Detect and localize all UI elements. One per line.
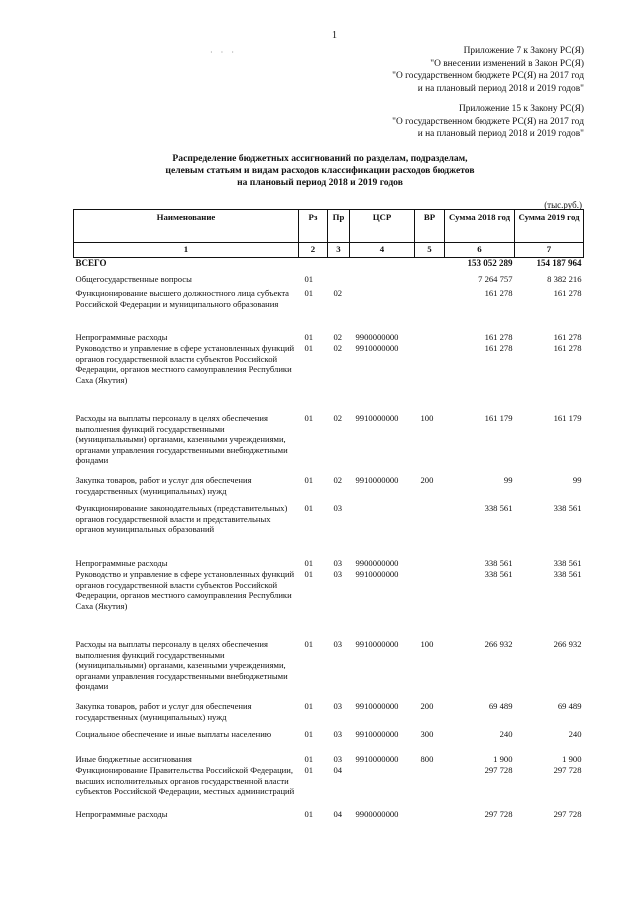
row-rz: 01	[304, 569, 314, 579]
row-pr: 03	[333, 729, 343, 739]
row-name: Функционирование Правительства Российской Федерации, высших исполнительных органов государственной власти субъектов Российской Федерации, местных администраций	[75, 765, 295, 797]
row-pr: 02	[333, 475, 343, 485]
column-number: 6	[445, 243, 515, 258]
row-sum-2019: 8 382 216	[547, 274, 582, 284]
row-name: Общегосударственные вопросы	[75, 274, 192, 284]
header-sum-2018: Сумма 2018 год	[445, 210, 515, 243]
row-sum-2018: 7 264 757	[478, 274, 513, 284]
row-csr: 9910000000	[355, 569, 399, 579]
row-sum-2019: 297 728	[553, 809, 582, 819]
row-sum-2019: 266 932	[553, 639, 582, 649]
row-sum-2019: 69 489	[557, 701, 582, 711]
row-csr	[350, 288, 415, 332]
row-pr	[328, 274, 350, 288]
row-sum-2018: 69 489	[488, 701, 513, 711]
row-pr: 03	[333, 569, 343, 579]
row-sum-2019: 154 187 964	[536, 258, 582, 268]
row-sum-2018: 297 728	[484, 765, 513, 775]
header-rz: Рз	[299, 210, 328, 243]
budget-table	[73, 209, 584, 823]
appendix-15-line: и на плановый период 2018 и 2019 годов"	[417, 129, 584, 140]
row-rz: 01	[304, 809, 314, 819]
row-rz: 01	[304, 754, 314, 764]
row-sum-2018: 161 278	[484, 332, 513, 342]
row-pr: 02	[333, 343, 343, 353]
column-number-row	[74, 243, 584, 258]
header-pr: Пр	[328, 210, 350, 243]
row-pr: 03	[333, 503, 343, 513]
row-pr: 03	[333, 639, 343, 649]
table-row	[74, 332, 584, 343]
row-name: Руководство и управление в сфере установленных функций органов государственной власти субъектов Российской Федерации, органов местного самоуправления Республики Саха (Якутия)	[75, 569, 295, 611]
row-csr: 9910000000	[355, 754, 399, 764]
row-vr: 300	[420, 729, 434, 739]
row-csr	[350, 274, 415, 288]
stamp-marks: · · ·	[210, 48, 237, 57]
table-row	[74, 274, 584, 288]
appendix-7-line: и на плановый период 2018 и 2019 годов"	[417, 83, 584, 94]
appendix-7-line: "О государственном бюджете РС(Я) на 2017 год	[392, 71, 584, 82]
row-csr: 9900000000	[355, 332, 399, 342]
row-vr	[415, 558, 445, 569]
row-name: Расходы на выплаты персоналу в целях обеспечения выполнения функций государственными (муниципальными) органами, казенными учреждениями, органами управления государственными внебюджетными фондами	[75, 639, 288, 692]
row-name: Непрограммные расходы	[75, 809, 168, 819]
row-pr: 02	[333, 413, 343, 423]
row-vr	[415, 343, 445, 413]
row-vr	[415, 332, 445, 343]
row-csr: 9910000000	[355, 413, 399, 423]
column-number: 4	[350, 243, 415, 258]
row-csr	[350, 258, 415, 275]
document-title-line: Распределение бюджетных ассигнований по разделам, подразделам,	[172, 153, 468, 164]
row-name: Социальное обеспечение и иные выплаты населению	[75, 729, 272, 739]
row-vr: 100	[420, 413, 434, 423]
column-number: 5	[415, 243, 445, 258]
row-name: Расходы на выплаты персоналу в целях обеспечения выполнения функций государственными (муниципальными) органами, казенными учреждениями, органами управления государственными внебюджетными фондами	[75, 413, 288, 466]
table-row	[74, 413, 584, 475]
table-row	[74, 475, 584, 503]
appendix-7-line: Приложение 7 к Закону РС(Я)	[463, 46, 584, 56]
column-number: 1	[74, 243, 299, 258]
row-sum-2018: 297 728	[484, 809, 513, 819]
row-rz: 01	[304, 701, 314, 711]
row-sum-2019: 161 278	[553, 288, 582, 298]
row-pr: 04	[333, 809, 343, 819]
row-rz: 01	[304, 503, 314, 513]
row-vr: 800	[420, 754, 434, 764]
row-rz: 01	[304, 639, 314, 649]
table-row	[74, 701, 584, 729]
row-sum-2019: 161 278	[553, 332, 582, 342]
row-name: Закупка товаров, работ и услуг для обеспечения государственных (муниципальных) нужд	[75, 701, 252, 722]
table-total-row	[74, 258, 584, 275]
row-sum-2018: 161 179	[484, 413, 513, 423]
row-name: Непрограммные расходы	[75, 332, 168, 342]
row-vr	[415, 274, 445, 288]
document-title-line: целевым статьям и видам расходов классификации расходов бюджетов	[165, 165, 475, 176]
row-csr	[350, 765, 415, 809]
row-sum-2019: 161 278	[553, 343, 582, 353]
row-rz: 01	[304, 343, 314, 353]
row-sum-2018: 99	[503, 475, 513, 485]
row-vr	[415, 503, 445, 558]
table-row	[74, 569, 584, 639]
row-vr	[415, 809, 445, 823]
column-number: 2	[299, 243, 328, 258]
column-number: 7	[515, 243, 584, 258]
row-rz: 01	[304, 729, 314, 739]
document-title	[60, 153, 580, 189]
row-vr	[415, 765, 445, 809]
appendix-15-line: Приложение 15 к Закону РС(Я)	[458, 104, 584, 114]
row-rz	[299, 258, 328, 275]
page-number: 1	[332, 30, 337, 41]
row-pr: 04	[333, 765, 343, 775]
row-rz: 01	[304, 413, 314, 423]
row-rz: 01	[304, 558, 314, 568]
row-pr	[328, 258, 350, 275]
row-vr: 100	[420, 639, 434, 649]
row-rz: 01	[304, 332, 314, 342]
row-csr: 9900000000	[355, 809, 399, 819]
row-sum-2019: 161 179	[553, 413, 582, 423]
row-vr	[415, 258, 445, 275]
row-csr: 9900000000	[355, 558, 399, 568]
header-name: Наименование	[74, 210, 299, 243]
column-number: 3	[328, 243, 350, 258]
row-sum-2018: 161 278	[484, 288, 513, 298]
row-name: Функционирование высшего должностного лица субъекта Российской Федерации и муниципального образования	[75, 288, 290, 309]
row-sum-2018: 338 561	[484, 503, 513, 513]
appendix-7-line: "О внесении изменений в Закон РС(Я)	[430, 58, 584, 69]
row-sum-2018: 153 052 289	[467, 258, 513, 268]
table-row	[74, 343, 584, 413]
row-pr: 03	[333, 558, 343, 568]
table-row	[74, 765, 584, 809]
row-sum-2018: 338 561	[484, 558, 513, 568]
row-pr: 02	[333, 288, 343, 298]
row-sum-2019: 297 728	[553, 765, 582, 775]
row-rz: 01	[304, 274, 314, 284]
table-row	[74, 754, 584, 765]
row-sum-2019: 338 561	[553, 558, 582, 568]
table-row	[74, 729, 584, 754]
row-rz: 01	[304, 475, 314, 485]
row-name: Закупка товаров, работ и услуг для обеспечения государственных (муниципальных) нужд	[75, 475, 252, 496]
row-pr: 03	[333, 754, 343, 764]
header-sum-2019: Сумма 2019 год	[515, 210, 584, 243]
row-sum-2019: 1 900	[562, 754, 582, 764]
table-row	[74, 558, 584, 569]
row-vr: 200	[420, 701, 434, 711]
row-vr	[415, 288, 445, 332]
row-name: Иные бюджетные ассигнования	[75, 754, 192, 764]
row-vr: 200	[420, 475, 434, 485]
row-pr: 02	[333, 332, 343, 342]
budget-table-body	[74, 258, 584, 824]
appendix-15-line: "О государственном бюджете РС(Я) на 2017 год	[392, 116, 584, 127]
table-row	[74, 288, 584, 332]
document-title-line: на плановый период 2018 и 2019 годов	[237, 177, 403, 188]
table-row	[74, 503, 584, 558]
row-vr	[415, 569, 445, 639]
units-label: (тыс.руб.)	[544, 200, 582, 210]
row-name: Руководство и управление в сфере установленных функций органов государственной власти субъектов Российской Федерации, органов местного самоуправления Республики Саха (Якутия)	[75, 343, 295, 385]
row-name: ВСЕГО	[75, 258, 107, 268]
row-name: Непрограммные расходы	[75, 558, 168, 568]
row-sum-2019: 338 561	[553, 569, 582, 579]
row-sum-2018: 161 278	[484, 343, 513, 353]
header-csr: ЦСР	[350, 210, 415, 243]
table-row	[74, 809, 584, 823]
row-sum-2018: 266 932	[484, 639, 513, 649]
row-rz: 01	[304, 765, 314, 775]
table-header-row	[74, 210, 584, 243]
row-csr	[350, 503, 415, 558]
row-csr: 9910000000	[355, 701, 399, 711]
row-sum-2018: 240	[499, 729, 513, 739]
row-sum-2018: 1 900	[493, 754, 513, 764]
row-sum-2018: 338 561	[484, 569, 513, 579]
row-sum-2019: 240	[568, 729, 582, 739]
appendix-15-block	[392, 103, 584, 141]
row-sum-2019: 99	[572, 475, 582, 485]
row-csr: 9910000000	[355, 729, 399, 739]
row-csr: 9910000000	[355, 343, 399, 353]
row-sum-2019: 338 561	[553, 503, 582, 513]
appendix-7-block	[392, 45, 584, 95]
row-pr: 03	[333, 701, 343, 711]
row-csr: 9910000000	[355, 639, 399, 649]
row-csr: 9910000000	[355, 475, 399, 485]
row-rz: 01	[304, 288, 314, 298]
row-name: Функционирование законодательных (представительных) органов государственной власти и представительных органов муниципальных образований	[75, 503, 288, 535]
table-row	[74, 639, 584, 701]
header-vr: ВР	[415, 210, 445, 243]
